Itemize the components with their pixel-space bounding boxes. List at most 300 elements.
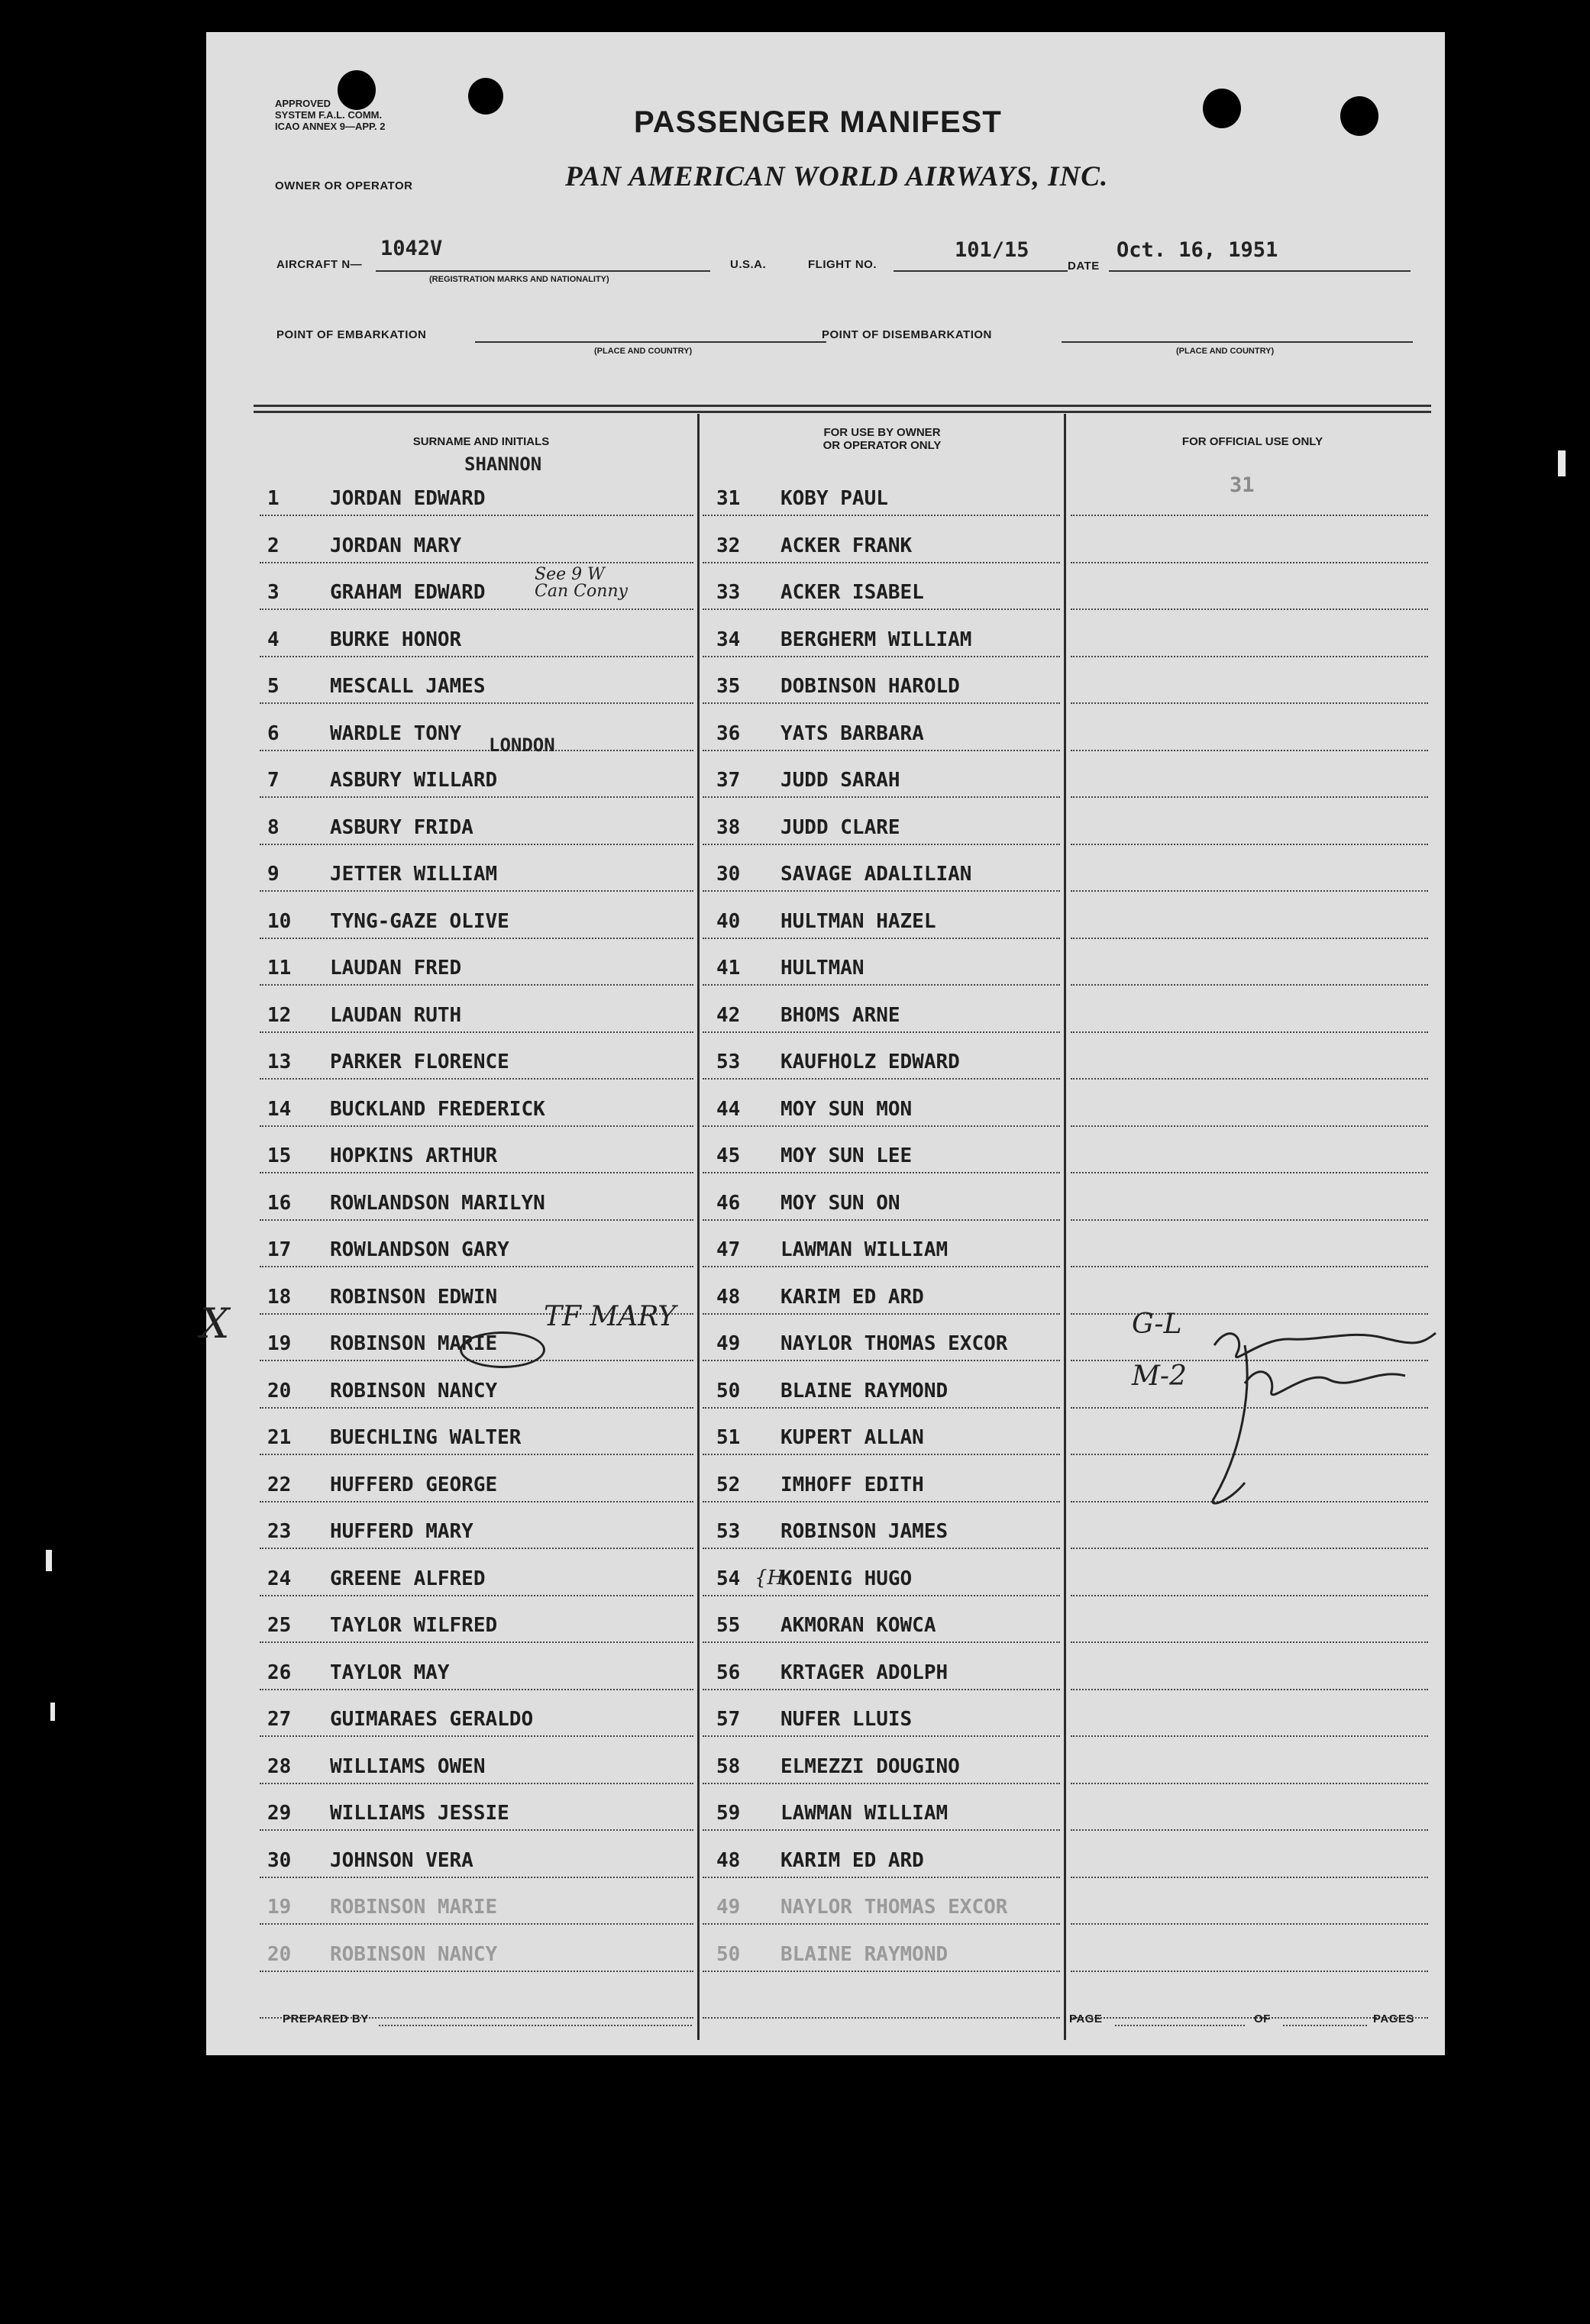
embark-place-note: (PLACE AND COUNTRY) <box>594 347 693 356</box>
row-number: 29 <box>267 1802 292 1825</box>
row-rule <box>1071 515 1428 516</box>
row-number: 30 <box>716 863 741 886</box>
passenger-name: BURKE HONOR <box>330 628 462 651</box>
passenger-name: ROBINSON JAMES <box>780 1520 949 1543</box>
passenger-name: PARKER FLORENCE <box>330 1051 509 1073</box>
punch-hole-2 <box>468 78 503 115</box>
row-rule <box>260 1501 693 1503</box>
row-rule <box>260 1454 693 1455</box>
passenger-name: ACKER ISABEL <box>780 581 924 604</box>
prepared-label: PREPARED BY <box>283 2013 369 2025</box>
passenger-name: BERGHERM WILLIAM <box>780 628 972 651</box>
passenger-name: BUECHLING WALTER <box>330 1426 522 1449</box>
passenger-name: LAUDAN FRED <box>330 957 462 980</box>
row-rule <box>260 1595 693 1596</box>
list-item <box>716 1661 948 1684</box>
signature-initials-2: M-2 <box>1132 1361 1187 1392</box>
row-rule <box>703 1313 1060 1315</box>
row-number: 27 <box>267 1708 292 1731</box>
passenger-name: GREENE ALFRED <box>330 1567 486 1590</box>
list-item <box>267 1238 509 1261</box>
row-number: 13 <box>267 1051 292 1073</box>
row-number: 24 <box>267 1567 292 1590</box>
passenger-name: KOBY PAUL <box>780 487 888 510</box>
row-number: 31 <box>716 487 741 510</box>
registration-note: (REGISTRATION MARKS AND NATIONALITY) <box>429 275 609 284</box>
passenger-name: KARIM ED ARD <box>780 1286 924 1309</box>
row-number: 6 <box>267 722 280 745</box>
row-rule <box>260 562 693 563</box>
row-rule <box>260 656 693 657</box>
passenger-name: WILLIAMS OWEN <box>330 1755 486 1778</box>
list-item <box>267 1380 497 1402</box>
list-item <box>267 1144 497 1167</box>
row-rule <box>703 1407 1060 1409</box>
row-rule <box>1071 608 1428 610</box>
row-rule <box>260 1219 693 1221</box>
list-item <box>267 675 486 698</box>
row-rule <box>1071 1641 1428 1643</box>
row-rule <box>703 1125 1060 1127</box>
passenger-name: ROBINSON NANCY <box>330 1943 498 1966</box>
aircraft-underline <box>376 270 710 272</box>
row-rule <box>260 1266 693 1267</box>
list-item <box>716 1286 924 1309</box>
list-item <box>716 628 971 651</box>
approval-block <box>275 98 386 132</box>
col-owner-header-line2: OR OPERATOR ONLY <box>822 439 942 452</box>
list-item <box>267 1943 497 1966</box>
passenger-name: NUFER LLUIS <box>780 1708 913 1731</box>
list-item <box>716 816 900 839</box>
row-rule <box>1071 890 1428 892</box>
row-rule <box>703 1172 1060 1173</box>
row-rule <box>1071 1172 1428 1173</box>
row-number: 52 <box>716 1473 741 1496</box>
list-item <box>716 1567 912 1590</box>
row-rule <box>260 1877 693 1878</box>
row-number: 12 <box>267 1004 292 1027</box>
passenger-name: ROBINSON MARIE <box>330 1332 498 1355</box>
list-item <box>267 1708 533 1731</box>
list-item <box>716 1614 936 1637</box>
row-rule <box>260 844 693 845</box>
marie-circle <box>460 1331 545 1368</box>
row-rule <box>1071 1548 1428 1549</box>
approval-line-1: APPROVED <box>275 98 331 109</box>
row-rule <box>260 1125 693 1127</box>
passenger-name: MOY SUN MON <box>780 1098 913 1121</box>
row-rule <box>703 608 1060 610</box>
aircraft-label: AIRCRAFT N— <box>276 258 363 271</box>
row-rule <box>1071 1689 1428 1690</box>
list-item <box>267 1098 545 1121</box>
passenger-name: HULTMAN <box>780 957 864 980</box>
row-rule <box>260 1641 693 1643</box>
punch-hole-3 <box>1203 89 1241 128</box>
page-label: PAGE <box>1069 2013 1103 2025</box>
row-number: 41 <box>716 957 741 980</box>
list-item <box>716 1708 912 1731</box>
row-number: 3 <box>267 581 280 604</box>
row-rule <box>1071 1078 1428 1080</box>
robinson-correction: TF MARY <box>544 1301 677 1332</box>
list-item <box>716 1802 948 1825</box>
row-rule <box>703 1689 1060 1690</box>
row-number: 44 <box>716 1098 741 1121</box>
usa-label: U.S.A. <box>730 258 767 271</box>
punch-hole-4 <box>1340 96 1378 136</box>
passenger-name: WILLIAMS JESSIE <box>330 1802 509 1825</box>
row-number: 2 <box>267 534 280 557</box>
row-number: 55 <box>716 1614 741 1637</box>
list-item <box>716 1426 924 1449</box>
list-item <box>267 863 497 886</box>
row-rule <box>703 1923 1060 1925</box>
row-rule <box>1071 1219 1428 1221</box>
list-item <box>267 1051 509 1073</box>
passenger-name: YATS BARBARA <box>780 722 924 745</box>
list-item <box>267 1567 486 1590</box>
passenger-name: MESCALL JAMES <box>330 675 486 698</box>
row-number: 58 <box>716 1755 741 1778</box>
row-rule <box>703 1877 1060 1878</box>
row-rule <box>1071 1735 1428 1737</box>
row-rule <box>703 702 1060 704</box>
list-item <box>716 1896 1007 1919</box>
passenger-name: JORDAN MARY <box>330 534 462 557</box>
row-number: 11 <box>267 957 292 980</box>
row-rule <box>1071 1829 1428 1831</box>
graham-note-line2: Can Conny <box>535 582 628 601</box>
scan-artifact <box>50 1703 55 1721</box>
embarkation-label: POINT OF EMBARKATION <box>276 328 427 341</box>
row-rule <box>260 1735 693 1737</box>
list-item <box>267 1286 497 1309</box>
row-number: 17 <box>267 1238 292 1261</box>
list-item <box>716 1238 948 1261</box>
list-item <box>716 1051 960 1073</box>
row-number: 20 <box>267 1380 292 1402</box>
row-rule <box>1071 702 1428 704</box>
row-rule <box>1071 656 1428 657</box>
row-rule <box>260 750 693 751</box>
passenger-name: LAUDAN RUTH <box>330 1004 462 1027</box>
row-rule <box>1071 1923 1428 1925</box>
passenger-name: LAWMAN WILLIAM <box>780 1802 949 1825</box>
row-number: 14 <box>267 1098 292 1121</box>
column-divider-2 <box>1064 414 1066 2040</box>
row-number: 8 <box>267 816 280 839</box>
col-owner-header <box>710 426 1054 452</box>
page-underline <box>1115 2025 1245 2026</box>
owner-label: OWNER OR OPERATOR <box>275 179 413 192</box>
row-number: 47 <box>716 1238 741 1261</box>
passenger-name: KAUFHOLZ EDWARD <box>780 1051 960 1073</box>
row-number: 32 <box>716 534 741 557</box>
col-official-header: FOR OFFICIAL USE ONLY <box>1181 435 1323 448</box>
row-rule <box>1071 1971 1428 1972</box>
date-label: DATE <box>1068 260 1100 273</box>
row-number: 53 <box>716 1520 741 1543</box>
list-item <box>716 1192 900 1215</box>
row-rule <box>260 890 693 892</box>
row-number: 4 <box>267 628 280 651</box>
row-rule <box>260 1172 693 1173</box>
flight-value: 101/15 <box>955 238 1029 262</box>
list-item <box>716 1332 1007 1355</box>
row-number: 50 <box>716 1943 741 1966</box>
row-rule <box>703 796 1060 798</box>
aircraft-value: 1042V <box>380 237 443 260</box>
row-rule <box>1071 1783 1428 1784</box>
row-rule <box>703 1360 1060 1361</box>
row-rule <box>703 1735 1060 1737</box>
row-rule <box>703 1031 1060 1033</box>
row-number: 18 <box>267 1286 292 1309</box>
signature-initials-1: G-L <box>1132 1309 1182 1340</box>
passenger-name: KOENIG HUGO <box>780 1567 913 1590</box>
passenger-name: BHOMS ARNE <box>780 1004 900 1027</box>
disembark-place-note: (PLACE AND COUNTRY) <box>1176 347 1275 356</box>
row-rule <box>260 1923 693 1925</box>
row-number: 26 <box>267 1661 292 1684</box>
row-number: 35 <box>716 675 741 698</box>
passenger-name: ASBURY FRIDA <box>330 816 473 839</box>
page-title: PASSENGER MANIFEST <box>634 105 1002 139</box>
row-rule <box>703 1501 1060 1503</box>
row-rule <box>703 515 1060 516</box>
table-top-rule-2 <box>254 411 1431 413</box>
row-number: 16 <box>267 1192 292 1215</box>
row-number: 21 <box>267 1426 292 1449</box>
column-divider-1 <box>697 414 700 2040</box>
row-rule <box>260 1783 693 1784</box>
row-number: 48 <box>716 1849 741 1872</box>
approval-line-3: ICAO ANNEX 9—APP. 2 <box>275 121 386 132</box>
passenger-name: ELMEZZI DOUGINO <box>780 1755 960 1778</box>
row-rule <box>260 796 693 798</box>
list-item <box>716 487 888 510</box>
row-number: 40 <box>716 910 741 933</box>
list-item <box>716 675 960 698</box>
list-item <box>716 1144 912 1167</box>
list-item <box>267 910 509 933</box>
row-number: 33 <box>716 581 741 604</box>
passenger-name: IMHOFF EDITH <box>780 1473 924 1496</box>
row-number: 49 <box>716 1896 741 1919</box>
passenger-name: ASBURY WILLARD <box>330 769 498 792</box>
list-item <box>267 957 461 980</box>
row-rule <box>260 1829 693 1831</box>
row-rule <box>260 1078 693 1080</box>
row-rule <box>1071 750 1428 751</box>
row-number: 19 <box>267 1332 292 1355</box>
date-underline <box>1109 270 1411 272</box>
row-rule <box>703 1266 1060 1267</box>
row-rule <box>703 938 1060 939</box>
row-rule <box>1071 1595 1428 1596</box>
list-item <box>267 1849 473 1872</box>
list-item <box>267 1004 461 1027</box>
passenger-name: HUFFERD MARY <box>330 1520 473 1543</box>
graham-handwritten-note <box>535 566 628 600</box>
row-number: 28 <box>267 1755 292 1778</box>
list-item <box>267 1473 497 1496</box>
row-rule <box>1071 562 1428 563</box>
passenger-name: JOHNSON VERA <box>330 1849 473 1872</box>
disembarkation-underline <box>1062 341 1413 343</box>
manifest-sheet <box>200 32 1445 2055</box>
row-rule <box>1071 984 1428 986</box>
list-item <box>716 1380 948 1402</box>
passenger-name: TAYLOR WILFRED <box>330 1614 498 1637</box>
row-number: 48 <box>716 1286 741 1309</box>
row-number: 34 <box>716 628 741 651</box>
list-item <box>267 722 461 745</box>
row-number: 46 <box>716 1192 741 1215</box>
row-number: 37 <box>716 769 741 792</box>
passenger-name: ROWLANDSON MARILYN <box>330 1192 545 1215</box>
of-underline <box>1283 2025 1367 2026</box>
passenger-name: TAYLOR MAY <box>330 1661 450 1684</box>
list-item <box>716 863 971 886</box>
row-rule <box>260 1548 693 1549</box>
list-item <box>267 1426 521 1449</box>
passenger-name: HULTMAN HAZEL <box>780 910 936 933</box>
passenger-name: JORDAN EDWARD <box>330 487 486 510</box>
list-item <box>716 957 864 980</box>
list-item <box>716 1755 960 1778</box>
passenger-name: ACKER FRANK <box>780 534 913 557</box>
passenger-name: KUPERT ALLAN <box>780 1426 924 1449</box>
row-number: 1 <box>267 487 280 510</box>
row-number: 53 <box>716 1051 741 1073</box>
passenger-name: MOY SUN LEE <box>780 1144 913 1167</box>
row-number: 59 <box>716 1802 741 1825</box>
passenger-name: JETTER WILLIAM <box>330 863 498 886</box>
row-rule <box>703 1971 1060 1972</box>
row-number: 50 <box>716 1380 741 1402</box>
passenger-name: BLAINE RAYMOND <box>780 1380 949 1402</box>
of-label: OF <box>1254 2013 1271 2025</box>
row-rule <box>703 656 1060 657</box>
embarkation-underline <box>475 341 826 343</box>
x-mark: X <box>200 1299 230 1348</box>
passenger-name: ROBINSON EDWIN <box>330 1286 498 1309</box>
row-number: 51 <box>716 1426 741 1449</box>
list-item <box>716 1004 900 1027</box>
scan-artifact <box>46 1550 52 1571</box>
row-rule <box>703 1641 1060 1643</box>
row-rule <box>260 1407 693 1409</box>
passenger-name: TYNG-GAZE OLIVE <box>330 910 509 933</box>
row-rule <box>1071 1031 1428 1033</box>
airline-name: PAN AMERICAN WORLD AIRWAYS, INC. <box>565 161 1109 192</box>
row-number: 20 <box>267 1943 292 1966</box>
passenger-name: JUDD CLARE <box>780 816 900 839</box>
list-item <box>267 534 461 557</box>
list-item <box>267 628 461 651</box>
row-number: 10 <box>267 910 292 933</box>
koenig-bracket-mark: {H <box>755 1567 785 1590</box>
row-number: 54 <box>716 1567 741 1590</box>
row-rule <box>260 1689 693 1690</box>
row-rule <box>703 1078 1060 1080</box>
passenger-name: HOPKINS ARTHUR <box>330 1144 498 1167</box>
row-number: 45 <box>716 1144 741 1167</box>
row-rule <box>703 750 1060 751</box>
passenger-name: LAWMAN WILLIAM <box>780 1238 949 1261</box>
row-number: 19 <box>267 1896 292 1919</box>
list-item <box>267 581 486 604</box>
official-signature <box>1199 1315 1443 1513</box>
row-number: 7 <box>267 769 280 792</box>
row-rule <box>260 1971 693 1972</box>
list-item <box>267 816 473 839</box>
row-number: 42 <box>716 1004 741 1027</box>
list-item <box>267 1520 473 1543</box>
list-item <box>267 487 486 510</box>
passenger-name: BLAINE RAYMOND <box>780 1943 949 1966</box>
row-number: 36 <box>716 722 741 745</box>
row-number: 25 <box>267 1614 292 1637</box>
row-number: 9 <box>267 863 280 886</box>
passenger-name: BUCKLAND FREDERICK <box>330 1098 545 1121</box>
row-rule <box>1071 844 1428 845</box>
row-rule <box>1071 796 1428 798</box>
passenger-name: GRAHAM EDWARD <box>330 581 486 604</box>
disembarkation-label: POINT OF DISEMBARKATION <box>822 328 992 341</box>
passenger-name: GUIMARAES GERALDO <box>330 1708 534 1731</box>
passenger-name: ROBINSON MARIE <box>330 1896 498 1919</box>
row-rule <box>703 1829 1060 1831</box>
row-number: 5 <box>267 675 280 698</box>
passenger-name: KARIM ED ARD <box>780 1849 924 1872</box>
row-rule <box>703 1219 1060 1221</box>
shannon-annotation: SHANNON <box>464 454 542 475</box>
date-value: Oct. 16, 1951 <box>1117 238 1278 262</box>
list-item <box>716 769 900 792</box>
list-item <box>716 1520 948 1543</box>
passenger-name: NAYLOR THOMAS EXCOR <box>780 1896 1008 1919</box>
row-rule <box>260 938 693 939</box>
passenger-name: ROBINSON NANCY <box>330 1380 498 1402</box>
row-rule <box>1071 938 1428 939</box>
row-rule <box>703 1595 1060 1596</box>
list-item <box>716 534 912 557</box>
official-count: 31 <box>1230 473 1255 497</box>
row-rule <box>703 984 1060 986</box>
prepared-underline <box>379 2025 692 2026</box>
list-item <box>716 581 924 604</box>
flight-label: FLIGHT NO. <box>808 258 877 271</box>
scan-artifact <box>1558 450 1566 476</box>
list-item <box>716 1098 912 1121</box>
row-rule <box>703 562 1060 563</box>
row-rule <box>703 1783 1060 1784</box>
row-rule <box>260 608 693 610</box>
row-rule <box>260 984 693 986</box>
list-item <box>716 1849 924 1872</box>
list-item <box>267 1614 497 1637</box>
passenger-name: HUFFERD GEORGE <box>330 1473 498 1496</box>
pages-label: PAGES <box>1373 2013 1414 2025</box>
list-item <box>267 769 497 792</box>
row-rule <box>1071 1125 1428 1127</box>
passenger-name: NAYLOR THOMAS EXCOR <box>780 1332 1008 1355</box>
passenger-name: WARDLE TONY <box>330 722 462 745</box>
